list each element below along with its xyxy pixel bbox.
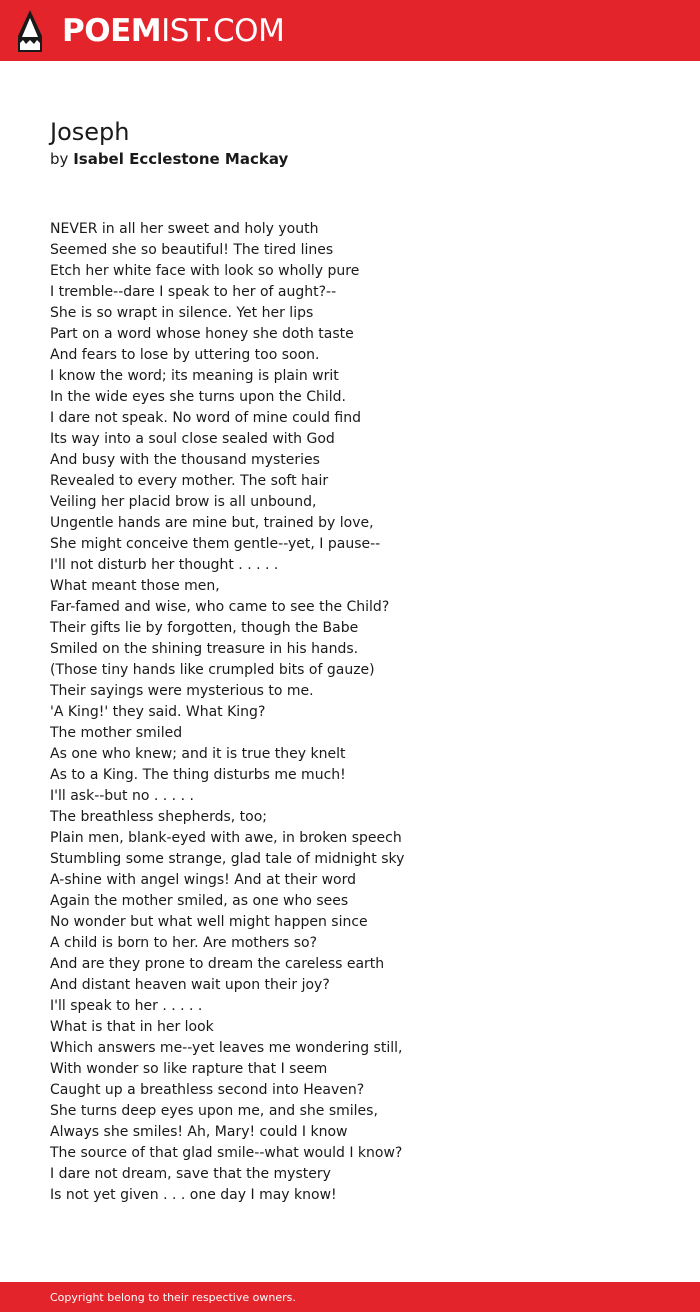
poem-line: Veiling her placid brow is all unbound, [50, 494, 317, 510]
poem-line: And busy with the thousand mysteries [50, 452, 320, 468]
by-label: by [50, 150, 69, 168]
poem-line: What is that in her look [50, 1019, 214, 1035]
poem-line: Revealed to every mother. The soft hair [50, 473, 329, 489]
poem-line: Their gifts lie by forgotten, though the Babe [50, 620, 359, 636]
site-header [0, 0, 700, 61]
poem-line: Etch her white face with look so wholly pure [50, 263, 360, 279]
poem-line: Always she smiles! Ah, Mary! could I know [50, 1124, 348, 1140]
poem-line: As one who knew; and it is true they knelt [50, 746, 346, 762]
poem-title: Joseph [50, 118, 130, 146]
poem-line: Ungentle hands are mine but, trained by love, [50, 515, 374, 531]
poem-line: The breathless shepherds, too; [50, 809, 267, 825]
site-logo[interactable] [62, 12, 284, 50]
poem-line: I dare not dream, save that the mystery [50, 1166, 331, 1182]
poem-line: With wonder so like rapture that I seem [50, 1061, 328, 1077]
poem-line: What meant those men, [50, 578, 220, 594]
poem-line: Stumbling some strange, glad tale of midnight sky [50, 851, 405, 867]
poem-line: She turns deep eyes upon me, and she smiles, [50, 1103, 378, 1119]
poem-line: Plain men, blank-eyed with awe, in broken speech [50, 830, 402, 846]
poem-line: 'A King!' they said. What King? [50, 704, 266, 720]
poem-line: Is not yet given . . . one day I may know! [50, 1187, 337, 1203]
logo-light-text: IST.COM [161, 13, 285, 49]
poem-line: Caught up a breathless second into Heaven? [50, 1082, 365, 1098]
poem-line: (Those tiny hands like crumpled bits of gauze) [50, 662, 375, 678]
poem-line: A child is born to her. Are mothers so? [50, 935, 318, 951]
poem-line: As to a King. The thing disturbs me much! [50, 767, 346, 783]
poem-line: I tremble--dare I speak to her of aught?-- [50, 284, 337, 300]
poem-line: Seemed she so beautiful! The tired lines [50, 242, 334, 258]
byline [50, 148, 288, 170]
poem-line: In the wide eyes she turns upon the Child. [50, 389, 346, 405]
poem-line: No wonder but what well might happen since [50, 914, 368, 930]
poem-line: I'll speak to her . . . . . [50, 998, 203, 1014]
poem-line: I'll ask--but no . . . . . [50, 788, 194, 804]
poem-line: She is so wrapt in silence. Yet her lips [50, 305, 314, 321]
poem-line: Its way into a soul close sealed with God [50, 431, 335, 447]
poem-line: And distant heaven wait upon their joy? [50, 977, 330, 993]
poem-line: She might conceive them gentle--yet, I pause-- [50, 536, 381, 552]
logo-bold-text: POEM [62, 13, 162, 49]
poem-body [50, 219, 650, 1206]
poem-line: Far-famed and wise, who came to see the Child? [50, 599, 390, 615]
poem-line: A-shine with angel wings! And at their word [50, 872, 357, 888]
poem-line: I know the word; its meaning is plain writ [50, 368, 339, 384]
poem-line: Again the mother smiled, as one who sees [50, 893, 349, 909]
site-footer [0, 1282, 700, 1312]
poem-line: The mother smiled [50, 725, 183, 741]
poem-line: And are they prone to dream the careless earth [50, 956, 385, 972]
poem-line: Smiled on the shining treasure in his hands. [50, 641, 359, 657]
poem-line: And fears to lose by uttering too soon. [50, 347, 320, 363]
poem-line: NEVER in all her sweet and holy youth [50, 221, 319, 237]
poem-line: I'll not disturb her thought . . . . . [50, 557, 279, 573]
poem-line: Part on a word whose honey she doth taste [50, 326, 354, 342]
author-name: Isabel Ecclestone Mackay [73, 150, 289, 168]
pencil-icon [18, 10, 42, 52]
poem-line: Which answers me--yet leaves me wondering still, [50, 1040, 403, 1056]
poem-line: The source of that glad smile--what would I know? [50, 1145, 403, 1161]
poem-line: I dare not speak. No word of mine could find [50, 410, 362, 426]
poem-line: Their sayings were mysterious to me. [50, 683, 314, 699]
copyright-text: Copyright belong to their respective owners. [50, 1291, 296, 1304]
